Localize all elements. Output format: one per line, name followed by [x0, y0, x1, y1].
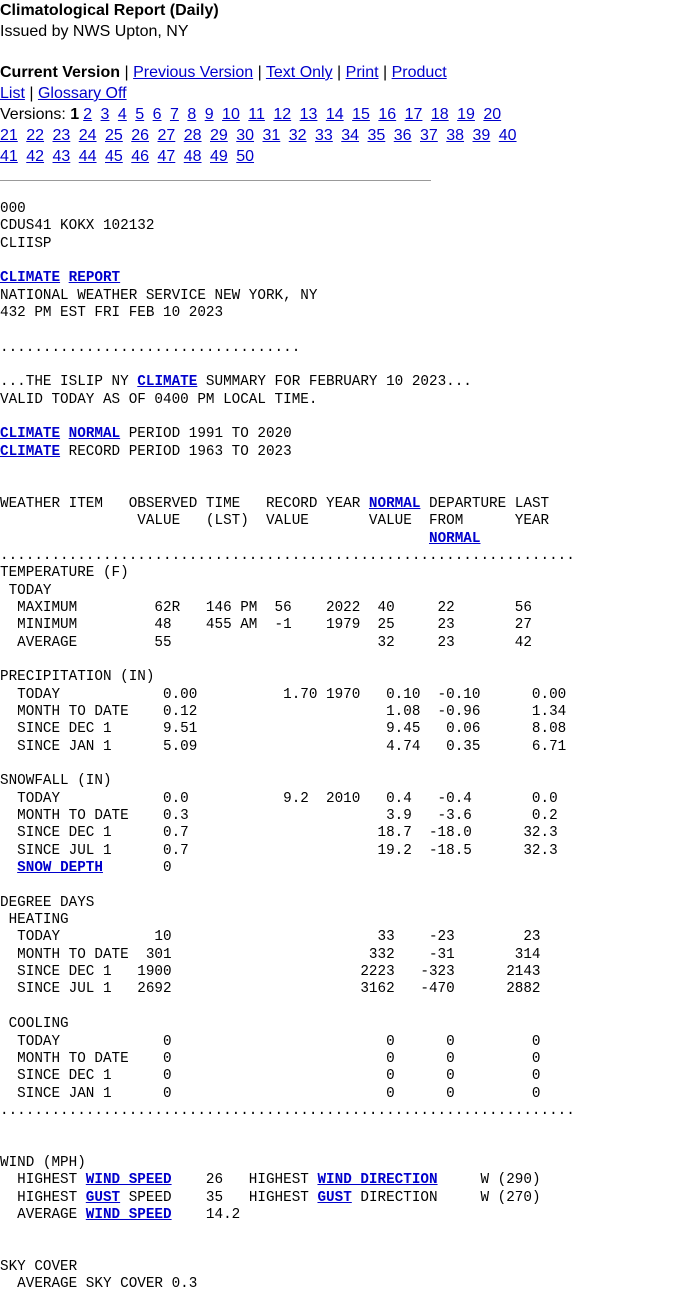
- version-link[interactable]: 15: [352, 106, 370, 123]
- glossary-link-climate[interactable]: CLIMATE: [137, 374, 198, 391]
- divider: [0, 180, 431, 181]
- previous-version-link[interactable]: Previous Version: [133, 64, 254, 81]
- product-line: TEMPERATURE (F): [0, 565, 129, 582]
- product-line: ...THE ISLIP NY CLIMATE SUMMARY FOR FEBRUARY 10 2023...: [0, 374, 472, 391]
- text-only-link[interactable]: Text Only: [265, 64, 333, 81]
- glossary-link-wind-speed[interactable]: WIND SPEED: [85, 1206, 172, 1223]
- glossary-link-normal[interactable]: NORMAL: [428, 530, 481, 547]
- product-line: SINCE JUL 1 0.7 19.2 -18.5 32.3: [0, 842, 558, 859]
- product-line: TODAY 10 33 -23 23: [0, 929, 541, 946]
- version-link[interactable]: 8: [187, 106, 197, 123]
- glossary-link-normal[interactable]: NORMAL: [368, 495, 421, 512]
- glossary-link-climate[interactable]: CLIMATE: [0, 443, 61, 460]
- version-link[interactable]: 29: [210, 127, 228, 144]
- version-link[interactable]: 31: [262, 127, 281, 144]
- version-link[interactable]: 49: [210, 148, 228, 165]
- product-line: MONTH TO DATE 0.12 1.08 -0.96 1.34: [0, 703, 567, 720]
- product-line: TODAY 0.0 9.2 2010 0.4 -0.4 0.0: [0, 790, 558, 807]
- version-link[interactable]: 35: [367, 127, 386, 144]
- version-link[interactable]: 24: [78, 127, 97, 144]
- version-link[interactable]: 30: [236, 127, 255, 144]
- product-line: HIGHEST WIND SPEED 26 HIGHEST WIND DIRECTION W (290): [0, 1172, 541, 1189]
- version-link[interactable]: 32: [288, 127, 307, 144]
- version-nav: Current Version | Previous Version | Text Only | Print | Product List | Glossary Off: [0, 64, 447, 102]
- version-link[interactable]: 21: [0, 127, 18, 144]
- issued-by: Issued by NWS Upton, NY: [0, 23, 189, 40]
- glossary-link-gust[interactable]: GUST: [85, 1189, 121, 1206]
- product-line: MINIMUM 48 455 AM -1 1979 25 23 27: [0, 617, 532, 634]
- glossary-link-report[interactable]: REPORT: [68, 270, 121, 287]
- version-link[interactable]: 28: [183, 127, 202, 144]
- product-line: SINCE JAN 1 5.09 4.74 0.35 6.71: [0, 738, 567, 755]
- product-line: ...................................................................: [0, 1102, 575, 1119]
- product-line: SINCE JAN 1 0 0 0 0: [0, 1085, 541, 1102]
- product-line: COOLING: [0, 1016, 69, 1033]
- version-link[interactable]: 6: [152, 106, 162, 123]
- glossary-link-wind-speed[interactable]: WIND SPEED: [85, 1172, 172, 1189]
- version-link[interactable]: 23: [52, 127, 71, 144]
- version-link[interactable]: 38: [446, 127, 465, 144]
- product-line: SNOW DEPTH 0: [17, 860, 172, 877]
- glossary-link-climate[interactable]: CLIMATE: [0, 426, 61, 443]
- product-line: TODAY 0 0 0 0: [0, 1033, 541, 1050]
- product-line: ...................................................................: [0, 547, 575, 564]
- versions-list: [0, 104, 530, 167]
- version-link[interactable]: 42: [26, 148, 45, 165]
- glossary-off-link[interactable]: Glossary Off: [37, 85, 127, 102]
- product-line: VALID TODAY AS OF 0400 PM LOCAL TIME.: [0, 391, 318, 408]
- version-link[interactable]: 19: [457, 106, 475, 123]
- current-version-label: Current Version: [0, 64, 121, 81]
- glossary-link-gust[interactable]: GUST: [317, 1189, 352, 1206]
- version-link[interactable]: 48: [183, 148, 202, 165]
- version-link[interactable]: 20: [483, 106, 502, 123]
- product-line: TODAY: [0, 582, 52, 599]
- product-line: SINCE DEC 1 0 0 0 0: [0, 1068, 541, 1085]
- product-line: AVERAGE 55 32 23 42: [0, 634, 532, 651]
- version-link[interactable]: 26: [131, 127, 150, 144]
- version-link[interactable]: 33: [315, 127, 333, 144]
- report-header: [0, 0, 674, 181]
- version-link[interactable]: 34: [341, 127, 360, 144]
- glossary-link-normal[interactable]: NORMAL: [68, 426, 121, 443]
- versions-label: Versions:: [0, 106, 71, 123]
- print-link[interactable]: Print: [345, 64, 379, 81]
- version-link[interactable]: 37: [420, 127, 438, 144]
- product-line: CDUS41 KOKX 102132: [0, 218, 155, 235]
- version-link[interactable]: 3: [100, 106, 110, 123]
- product-line: NATIONAL WEATHER SERVICE NEW YORK, NY: [0, 287, 318, 304]
- version-link[interactable]: 12: [273, 106, 292, 123]
- version-link[interactable]: 16: [378, 106, 397, 123]
- version-link[interactable]: 22: [26, 127, 45, 144]
- product-line: SINCE DEC 1 0.7 18.7 -18.0 32.3: [0, 825, 558, 842]
- product-line: 432 PM EST FRI FEB 10 2023: [0, 305, 224, 322]
- product-line: [0, 270, 120, 286]
- version-link[interactable]: 2: [83, 106, 93, 123]
- version-link[interactable]: 47: [157, 148, 176, 165]
- product-line: SINCE DEC 1 1900 2223 -323 2143: [0, 964, 541, 981]
- product-line: CLIISP: [0, 235, 52, 252]
- version-link[interactable]: 45: [105, 148, 123, 165]
- version-link[interactable]: 14: [325, 106, 344, 123]
- product-line: TODAY 0.00 1.70 1970 0.10 -0.10 0.00: [0, 686, 567, 703]
- product-line: ...................................: [0, 339, 301, 356]
- version-link[interactable]: 5: [135, 106, 145, 123]
- version-link[interactable]: 39: [472, 127, 491, 144]
- product-line: CLIMATE RECORD PERIOD 1963 TO 2023: [0, 443, 292, 460]
- version-link[interactable]: 25: [105, 127, 123, 144]
- product-line: SINCE JUL 1 2692 3162 -470 2882: [0, 981, 541, 998]
- glossary-link-wind-direction[interactable]: WIND DIRECTION: [317, 1172, 438, 1189]
- product-line: VALUE (LST) VALUE VALUE FROM YEAR: [0, 513, 550, 530]
- product-list-link[interactable]: Product List: [0, 64, 447, 102]
- version-link[interactable]: 36: [393, 127, 412, 144]
- product-line: WEATHER ITEM OBSERVED TIME RECORD YEAR NORMAL DEPARTURE LAST: [0, 495, 550, 512]
- version-link[interactable]: 41: [0, 148, 18, 165]
- product-line: MONTH TO DATE 0.3 3.9 -3.6 0.2: [0, 808, 558, 825]
- product-line: MONTH TO DATE 0 0 0 0: [0, 1050, 541, 1067]
- glossary-link-climate[interactable]: CLIMATE: [0, 270, 61, 287]
- product-line: AVERAGE WIND SPEED 14.2: [0, 1206, 241, 1223]
- version-link[interactable]: 13: [299, 106, 318, 123]
- product-line: 000: [0, 201, 26, 217]
- product-line: SNOWFALL (IN): [0, 773, 112, 790]
- product-line: SKY COVER: [0, 1258, 78, 1275]
- version-link[interactable]: 17: [404, 106, 423, 123]
- product-line: MAXIMUM 62R 146 PM 56 2022 40 22 56: [0, 599, 532, 616]
- version-link[interactable]: 10: [222, 106, 240, 123]
- product-line: SINCE DEC 1 9.51 9.45 0.06 8.08: [0, 721, 567, 738]
- version-link[interactable]: 50: [236, 148, 255, 165]
- product-line: PRECIPITATION (IN): [0, 669, 155, 686]
- version-link[interactable]: 11: [248, 106, 265, 123]
- product-line: DEGREE DAYS: [0, 894, 95, 911]
- page-title: Climatological Report (Daily): [0, 2, 219, 19]
- product-line: WIND (MPH): [0, 1154, 86, 1171]
- product-line: HEATING: [0, 912, 69, 929]
- product-line: HIGHEST GUST SPEED 35 HIGHEST GUST DIRECTION W (270): [0, 1189, 541, 1206]
- version-link[interactable]: 18: [430, 106, 449, 123]
- product-line: MONTH TO DATE 301 332 -31 314: [0, 946, 541, 963]
- version-link[interactable]: 43: [52, 148, 71, 165]
- version-link[interactable]: 9: [204, 106, 214, 123]
- glossary-link-snow-depth[interactable]: SNOW DEPTH: [17, 860, 103, 877]
- product-line: [0, 531, 480, 547]
- version-link[interactable]: 44: [78, 148, 97, 165]
- version-link[interactable]: 40: [498, 127, 517, 144]
- product-line: CLIMATE NORMAL PERIOD 1991 TO 2020: [0, 426, 292, 443]
- climate-product-text: [0, 201, 575, 1294]
- version-link[interactable]: 4: [117, 106, 127, 123]
- product-line: AVERAGE SKY COVER 0.3: [0, 1276, 198, 1293]
- version-link[interactable]: 27: [157, 127, 176, 144]
- version-current: 1: [70, 106, 80, 123]
- version-link[interactable]: 46: [131, 148, 150, 165]
- version-link[interactable]: 7: [169, 106, 179, 123]
